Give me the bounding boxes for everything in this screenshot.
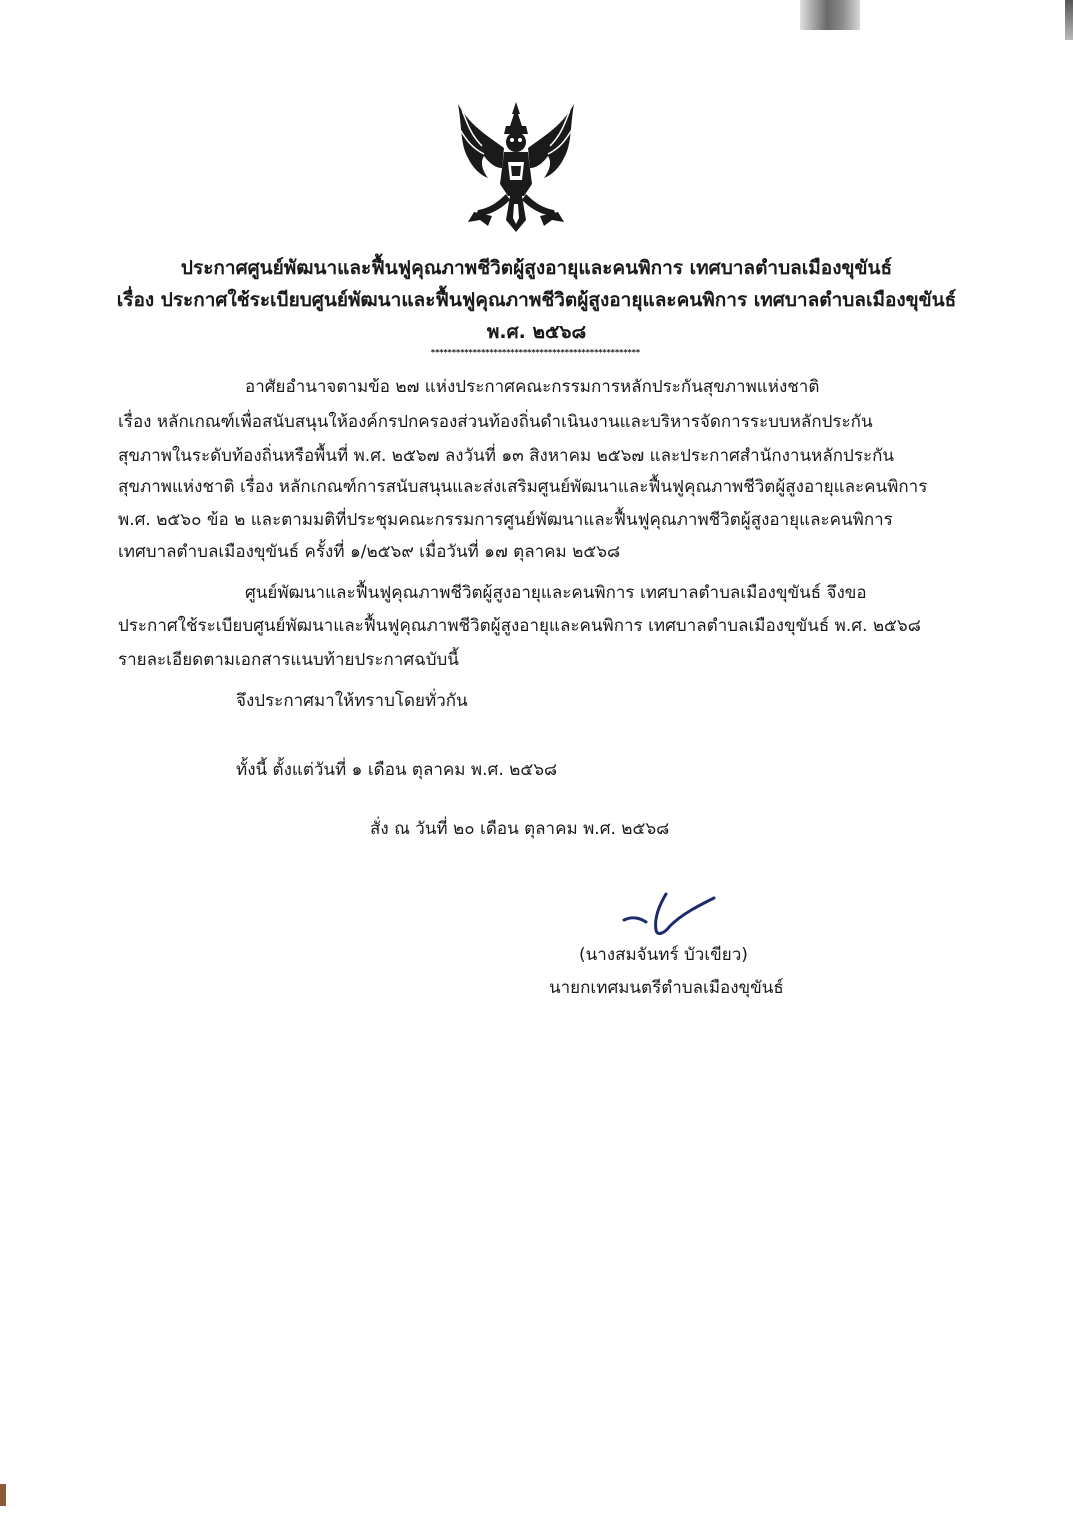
paragraph-1-line-6: เทศบาลตำบลเมืองขุขันธ์ ครั้งที่ ๑/๒๕๖๙ เมื่อวันที่ ๑๗ ตุลาคม ๒๕๖๘ bbox=[118, 542, 621, 562]
paragraph-1-line-3: สุขภาพในระดับท้องถิ่นหรือพื้นที่ พ.ศ. ๒๕๖๗ ลงวันที่ ๑๓ สิงหาคม ๒๕๖๗ และประกาศสำนักงานหลักประกัน bbox=[118, 446, 894, 466]
separator-line: ************************************************** bbox=[430, 348, 641, 357]
scan-artifact-right bbox=[1065, 0, 1073, 40]
paragraph-1-line-2: เรื่อง หลักเกณฑ์เพื่อสนับสนุนให้องค์กรปกครองส่วนท้องถิ่นดำเนินงานและบริหารจัดการระบบหลักประกัน bbox=[118, 412, 873, 432]
title-line-1: ประกาศศูนย์พัฒนาและฟื้นฟูคุณภาพชีวิตผู้สูงอายุและคนพิการ เทศบาลตำบลเมืองขุขันธ์ bbox=[180, 257, 893, 279]
handwritten-signature bbox=[620, 890, 720, 940]
title-line-2: เรื่อง ประกาศใช้ระเบียบศูนย์พัฒนาและฟื้นฟูคุณภาพชีวิตผู้สูงอายุและคนพิการ เทศบาลตำบลเมืองขุขันธ์ bbox=[116, 289, 957, 311]
paragraph-1-line-1: อาศัยอำนาจตามข้อ ๒๗ แห่งประกาศคณะกรรมการหลักประกันสุขภาพแห่งชาติ bbox=[245, 377, 820, 397]
title-year: พ.ศ. ๒๕๖๘ bbox=[486, 321, 587, 343]
paragraph-1-line-5: พ.ศ. ๒๕๖๐ ข้อ ๒ และตามมติที่ประชุมคณะกรรมการศูนย์พัฒนาและฟื้นฟูคุณภาพชีวิตผู้สูงอายุและคนพิการ bbox=[118, 510, 893, 530]
signer-name: (นางสมจันทร์ บัวเขียว) bbox=[579, 945, 748, 965]
paragraph-2-line-1: ศูนย์พัฒนาและฟื้นฟูคุณภาพชีวิตผู้สูงอายุและคนพิการ เทศบาลตำบลเมืองขุขันธ์ จึงขอ bbox=[245, 583, 867, 603]
paragraph-3: จึงประกาศมาให้ทราบโดยทั่วกัน bbox=[236, 691, 468, 711]
paragraph-1-line-4: สุขภาพแห่งชาติ เรื่อง หลักเกณฑ์การสนับสนุนและส่งเสริมศูนย์พัฒนาและฟื้นฟูคุณภาพชีวิตผู้สูงอายุและคนพิการ bbox=[118, 477, 928, 497]
signer-title: นายกเทศมนตรีตำบลเมืองขุขันธ์ bbox=[549, 978, 784, 998]
effective-date: ทั้งนี้ ตั้งแต่วันที่ ๑ เดือน ตุลาคม พ.ศ. ๒๕๖๘ bbox=[236, 760, 558, 780]
scan-artifact-top bbox=[800, 0, 860, 30]
garuda-emblem-icon bbox=[448, 96, 584, 236]
paragraph-2-line-3: รายละเอียดตามเอกสารแนบท้ายประกาศฉบับนี้ bbox=[118, 650, 459, 670]
order-date: สั่ง ณ วันที่ ๒๐ เดือน ตุลาคม พ.ศ. ๒๕๖๘ bbox=[370, 819, 670, 839]
scan-artifact-bottom-left bbox=[0, 1484, 6, 1506]
paragraph-2-line-2: ประกาศใช้ระเบียบศูนย์พัฒนาและฟื้นฟูคุณภาพชีวิตผู้สูงอายุและคนพิการ เทศบาลตำบลเมืองขุขันธ์ พ.ศ. ๒๕๖๘ bbox=[118, 616, 921, 636]
